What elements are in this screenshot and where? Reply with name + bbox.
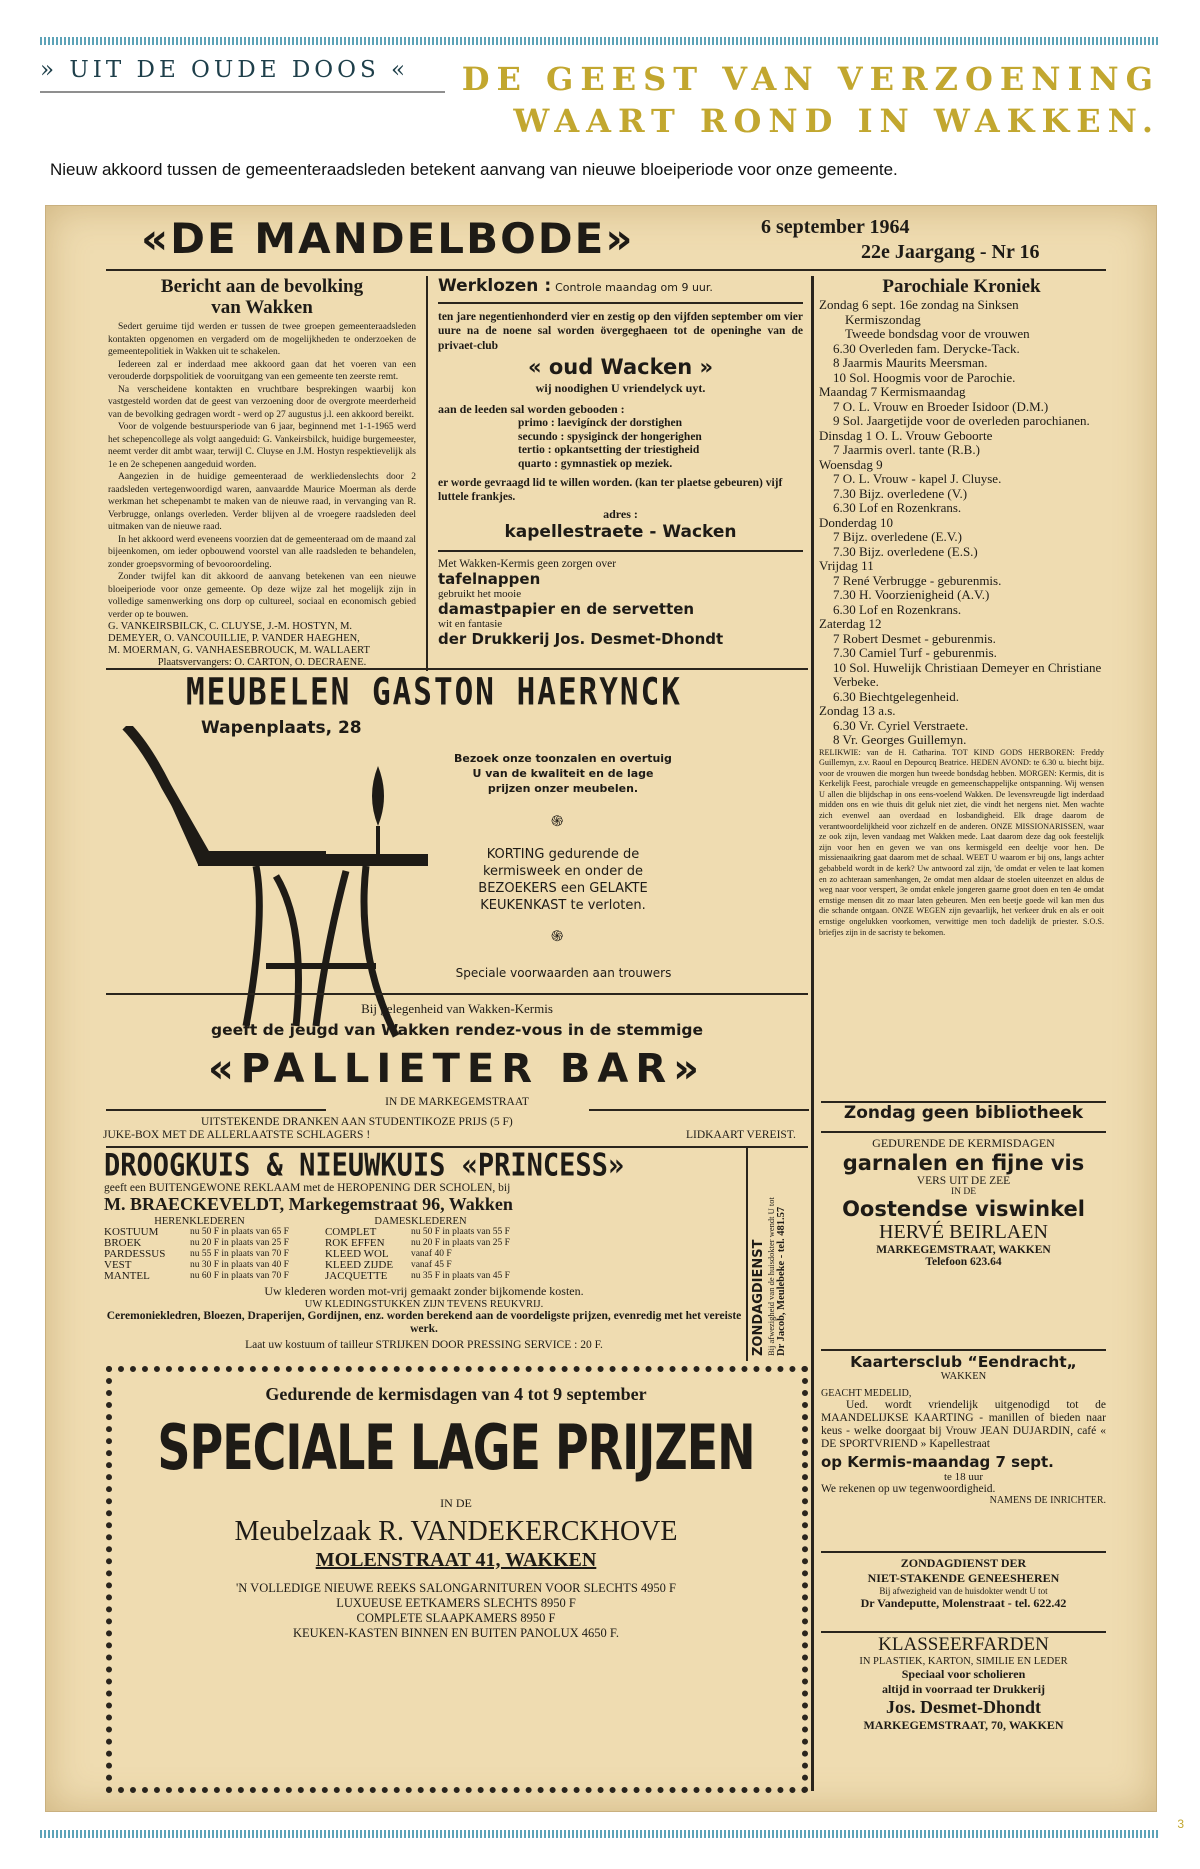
kermis-ad-line: wit en fantasie [438,618,503,630]
kroniek-line: Donderdag 10 [819,514,894,530]
offer-item: secundo : spysiginck der hongerighen [518,430,702,443]
klasseerfarden-ad [821,1634,1106,1733]
kroniek-line: Zondag 6 sept. 16e zondag na Sinksen [819,297,1019,312]
offer-item: quarto : gymnastiek op meziek. [518,457,673,470]
newspaper-scan [45,205,1157,1812]
right-column-rule [821,1131,1106,1133]
issue-date: 6 september 1964 [761,216,910,238]
vandekerckhove-headline: SPECIALE LAGE PRIJZEN [157,1411,755,1484]
bericht-title-line-2: van Wakken [211,297,313,318]
werklozen-invite: wij noodighen U vriendelyck uyt. [535,381,706,395]
men-prices-table [104,1227,295,1282]
kroniek-line: 7 Robert Desmet - geburenmis. [833,630,996,646]
bericht-paragraph: Voor de volgende bestuursperiode van 6 jaar, beginnend met 1-1-1965 werd het schepencollege als volgt aangeduid: G. Vankeirsbilck, huidige burgemeester, neemt verder dit ambt waar, terwijl C. Cluyse en J.M. Hostyn respektievelijk als 1e en 2e schepenen aangeduid worden. [108,422,416,470]
werklozen-title: Werklozen : [438,276,552,296]
zondagdienst-vertical [751,1146,807,1356]
kermis-ad-line: tafelnappen [438,570,541,588]
women-clothes-header: DAMESKLEDEREN [374,1216,467,1227]
bibliotheek-notice: Zondag geen bibliotheek [843,1103,1084,1123]
pallieter-membership: LIDKAART VEREIST. [686,1129,796,1141]
haerynck-address: Wapenplaats, 28 [201,718,362,738]
right-column-rule [821,1551,1106,1553]
kroniek-line: 6.30 Biechtgelegenheid. [833,688,959,704]
kroniek-line: 6.30 Lof en Rozenkrans. [833,601,962,617]
werklozen-intro: ten jare negentienhonderd vier en zestig op den vijfden september om vier uure na de noene sal worden övergeghaeen tot de openinghe van de privaet-club [438,310,803,352]
pallieter-drinks: UITSTEKENDE DRANKEN AAN STUDENTIKOZE PRIJS (5 F) [201,1116,513,1128]
vandekerckhove-name: Meubelzaak R. VANDEKERCKHOVE [234,1516,678,1547]
kaartersclub-title: Kaartersclub “Eendracht„ [850,1353,1077,1371]
kroniek-line: 7 O. L. Vrouw - kapel J. Cluyse. [833,471,1002,486]
klasseerfarden-line: altijd in voorraad ter Drukkerij [881,1682,1046,1696]
offer-item: primo : laevigínck der dorstighen [518,417,682,429]
kaartersclub-line-5: We rekenen op uw tegenwoordigheid. [821,1483,996,1495]
address-label: adres : [603,507,638,521]
club-name: « oud Wacken » [527,355,714,379]
vis-line: MARKEGEMSTRAAT, WAKKEN [876,1244,1051,1256]
decorative-ornament: ֍ [551,814,564,830]
kroniek-line: 7 Bijz. overledene (E.V.) [833,529,962,544]
princess-offer: geeft een BUITENGEWONE REKLAAM met de HEROPENING DER SCHOLEN, bij [104,1182,511,1194]
garment-price: nu 50 F in plaats van 65 F [190,1227,289,1237]
masthead: «DE MANDELBODE» [141,214,635,263]
kroniek-line: 7.30 Bijz. overledene (E.S.) [833,543,978,559]
klasseerfarden-line: IN PLASTIEK, KARTON, SIMILIE EN LEDER [859,1656,1068,1667]
price-row [104,1249,295,1260]
garment-price: nu 50 F in plaats van 55 F [410,1227,510,1237]
article-headline [462,58,1160,142]
headline-line-1: DE GEEST VAN VERZOENING [461,60,1160,98]
princess-note-3: Ceremoniekledren, Bloezen, Draperijen, Gordijnen, enz. worden berekend aan de voordeligste prijzen, evenredig met het vereiste werk. [106,1310,742,1335]
kroniek-line: 8 Vr. Georges Guillemyn. [833,732,967,747]
garment-name: KOSTUUM [104,1226,159,1238]
headline-line-2: WAART ROND IN WAKKEN. [513,102,1160,140]
vis-line: Oostendse viswinkel [842,1197,1085,1221]
vis-line: VERS UIT DE ZEE [916,1175,1011,1187]
article-subtitle: Nieuw akkoord tussen de gemeenteraadsleden betekent aanvang van nieuwe bloeiperiode voor onze gemeente. [50,160,898,179]
kaartersclub-ad [821,1353,1106,1506]
men-clothes-header: HERENKLEDEREN [154,1216,245,1227]
kroniek-line: 7.30 H. Voorzienigheid (A.V.) [833,587,990,602]
haerynck-text-3: Speciale voorwaarden aan trouwers [455,966,672,980]
pallieter-line-1: Bij gelegenheid van Wakken-Kermis [361,1001,553,1016]
kroniek-line: 7.30 Bijz. overledene (V.) [833,485,968,501]
right-column-rule [821,1631,1106,1633]
chair-seat [198,854,428,866]
garment-price: nu 60 F in plaats van 70 F [190,1271,289,1281]
vis-line: HERVÉ BEIRLAEN [879,1221,1048,1243]
kroniek-line: 7 Jaarmis overl. tante (R.B.) [833,442,980,457]
werklozen-offer-intro: aan de leeden sal worden gebooden : [438,402,625,416]
werklozen-bottom-rule [438,550,803,552]
women-prices-table [325,1227,516,1282]
werklozen-closing: er worde gevraagd lid te willen worden. (kan ter plaetse gebeuren) vijf luttele frankjes. [438,477,783,503]
klasseerfarden-line: Jos. Desmet-Dhondt [886,1697,1041,1717]
werklozen-note: Controle maandag om 9 uur. [555,281,713,294]
princess-address: M. BRAECKEVELDT, Markegemstraat 96, Wakken [104,1194,513,1214]
decorative-ornament: ֍ [551,929,564,945]
bericht-article [108,276,416,669]
garment-price: vanaf 45 F [410,1260,452,1270]
vandekerckhove-address: MOLENSTRAAT 41, WAKKEN [315,1549,597,1571]
chair-back-brace [166,786,201,864]
princess-title: DROOGKUIS & NIEUWKUIS «PRINCESS» [104,1148,625,1184]
kaartersclub-line-4: te 18 uur [943,1471,984,1483]
bericht-paragraph: Zonder twijfel kan dit akkoord de aanvang betekenen van een nieuwe bloeiperiode voor onze gemeente. Op deze wijze zal het mogelijk zijn in volledige samenwerking ons dorp op cultureel, sociaal en economisch gebied verder op te bouwen. [108,572,416,620]
princess-note-4: Laat uw kostuum of tailleur STRIJKEN DOOR PRESSING SERVICE : 20 F. [245,1339,603,1351]
werklozen-rule [438,302,803,304]
kroniek-line: 6.30 Lof en Rozenkrans. [833,500,962,515]
substitutes-line: Plaatsvervangers: O. CARTON, O. DECRAENE. [157,657,367,668]
werklozen-offers [438,417,803,471]
kroniek-line: Zaterdag 12 [819,616,882,631]
kermis-ad-line: Met Wakken-Kermis geen zorgen over [438,558,617,570]
vis-line: garnalen en fijne vis [842,1151,1085,1175]
pallieter-jukebox: JUKE-BOX MET DE ALLERLAATSTE SCHLAGERS ! [103,1129,371,1141]
kroniek-line: 7 René Verbrugge - geburenmis. [833,572,1002,588]
signature-line: DEMEYER, O. VANCOUILLIE, P. VANDER HAEGHEN, [108,633,360,644]
column-divider-1 [426,276,428,671]
bericht-paragraph: Na verscheidene kontakten en vruchtbare besprekingen waarbij kon vastgesteld worden dat de geest van verzoening door de overgrote meerderheid van de bevolking gedragen wordt - werd op 27 augustus j.l. een akkoord bereikt. [108,384,416,420]
kroniek-line: Zondag 13 a.s. [819,703,896,718]
vis-line: Telefoon 623.64 [925,1256,1002,1268]
garment-name: VEST [104,1259,132,1271]
kroniek-line: 6.30 Overleden fam. Derycke-Tack. [833,340,1020,356]
garment-price: nu 20 F in plaats van 25 F [190,1238,289,1248]
kroniek-line: Dinsdag 1 O. L. Vrouw Geboorte [819,427,993,443]
garment-name: ROK EFFEN [324,1237,385,1249]
kroniek-line: 7 O. L. Vrouw en Broeder Isidoor (D.M.) [833,398,1049,414]
pallieter-name: «PALLIETER BAR» [207,1046,707,1092]
zondagdienst-line: ZONDAGDIENST DER [900,1556,1027,1570]
kroniek-line: 7.30 Camiel Turf - geburenmis. [833,645,997,660]
garment-name: COMPLET [324,1226,377,1238]
garment-name: JACQUETTE [324,1270,388,1282]
garment-price: vanaf 40 F [410,1249,452,1259]
signature-line: G. VANKEIRSBILCK, C. CLUYSE, J.-M. HOSTYN, M. [108,621,353,632]
vandekerckhove-in-de: IN DE [440,1496,472,1510]
offer-item: tertio : opkantsetting der triestigheid [518,444,700,456]
bericht-paragraph: Iedereen zal er inderdaad mee akkoord gaan dat het voeren van een verouderde dorpspolitiek de vooruitgang van een gemeente ten zeerste remt. [108,359,416,382]
garment-name: MANTEL [104,1270,150,1282]
bericht-title-line-1: Bericht aan de bevolking [160,276,364,297]
haerynck-title: MEUBELEN GASTON HAERYNCK [186,671,682,715]
kaartersclub-line-1: GEACHT MEDELID, [821,1388,912,1399]
kroniek-line: Woensdag 9 [819,456,883,472]
pallieter-street: IN DE MARKEGEMSTRAAT [385,1096,529,1108]
kroniek-line: Tweede bondsdag voor de vrouwen [845,326,1030,341]
street-rule-left [106,1109,326,1111]
kermis-ad-line: der Drukkerij Jos. Desmet-Dhondt [438,630,724,648]
garment-price: nu 30 F in plaats van 40 F [190,1260,289,1270]
vis-line: IN DE [950,1187,977,1197]
zondagdienst-vertical-line-1: Bij afwezigheid van de huisdokter wendt U tot [766,1197,776,1356]
werklozen-article [438,276,803,648]
kermis-ad-line: damastpapier en de servetten [438,600,695,618]
zondagdienst-ad [821,1556,1106,1611]
vertical-divider-zondagdienst [746,1146,748,1361]
viswinkel-ad [821,1136,1106,1268]
kroniek-line: 10 Sol. Huwelijk Christiaan Demeyer en Christiane Verbeke. [833,659,1102,689]
street-rule-right [589,1109,809,1111]
kroniek-line: 8 Jaarmis Maurits Meersman. [833,355,988,370]
garment-price: nu 20 F in plaats van 25 F [410,1238,510,1248]
vandekerckhove-line-1: Gedurende de kermisdagen van 4 tot 9 september [265,1384,647,1404]
page-number: 3 [1177,1817,1184,1831]
princess-note-1: Uw klederen worden mot-vrij gemaakt zonder bijkomende kosten. [264,1284,584,1298]
section-rule [106,668,808,670]
kroniek-title: Parochiale Kroniek [882,276,1041,297]
haerynck-text-1: Bezoek onze toonzalen en overtuig U van de kwaliteit en de lage prijzen onzer meubelen. [454,752,672,795]
pallieter-line-2: geeft de jeugd van Wakken rendez-vous in de stemmige [210,1021,704,1039]
kroniek-notes: RELIKWIE: van de H. Catharina. TOT KIND GODS HERBOREN: Freddy Guillemyn, z.v. Raoul en Depourcq Beatrice. HEDEN AVOND: te 6.30 u. biecht bijz. voor de vrouwen die morgen hun tweede bondsdag hebben. MORGEN: Kermis, dit is Kerkelijk Feest, parochiale vreugde en gemeenschappelijke ontspanning. Wij wensen U allen die blijdschap in ons eens-voelend Wakken. De levensvreugde ligt inderdaad midden ons en wie thuis dit geluk niet ziet, die vindt het nergens niet. Men wachte zich evenwel aan overdaad en losbandigheid. Elk drage daarom de verantwoordelijkheid voor zichzelf en de anderen. ONZE MISSIONARISSEN, waar ze ook zijn, leven vandaag met Wakken mede. Laat daarom deze dag ook feestelijk zijn voor hen en geven we van ons kermisgeld een deeltje voor hen. De missienaaikring gaat daarom met de schaal. WEET U waarom er bij ons, langs achter gebabbeld wordt in de kerk? Uw antwoord zal zijn, 'de omdat er velen te laat komen en zo achteraan samenhangen, 2e omdat men aldaar de stoelen uiteenzet en aldus de weg naar voor verspert, 3e omdat enkele jongeren gaarne groot doen en ten 4e omdat ernstige mensen dit zo maar laten gebeuren. Men een beetje goede wil kan men dus die schande ontgaan. ONZE WEGEN zijn gevaarlijk, het verkeer druk en als er ooit ernstige ongelukken voorkomen, verwittige men toch dadelijk de priester. S.O.S. briefjes zijn in de sacristy te bekomen. [819,747,1104,937]
garment-name: KLEED WOL [324,1248,389,1260]
kroniek-schedule [819,298,1104,748]
klasseerfarden-title: KLASSEERFARDEN [878,1634,1049,1655]
right-column-rule [821,1349,1106,1351]
zondagdienst-vertical-title: ZONDAGDIENST [751,1239,766,1356]
bottom-decorative-rule [40,1830,1160,1838]
klasseerfarden-line: Speciaal voor scholieren [901,1667,1026,1681]
signature-line: M. MOERMAN, G. VANHAESEBROUCK, M. WALLAERT [108,645,370,656]
kroniek-line: 6.30 Vr. Cyriel Verstraete. [833,717,969,733]
chair-backrest [126,726,326,856]
masthead-rule [106,269,1106,271]
lamp-shape [372,766,384,854]
vandekerckhove-items [116,1581,796,1641]
price-item: KEUKEN-KASTEN BINNEN EN BUITEN PANOLUX 4650 F. [293,1626,619,1640]
column-divider-2 [811,276,814,1791]
kroniek-line: 10 Sol. Hoogmis voor de Parochie. [833,369,1016,385]
kaartersclub-line-6: NAMENS DE INRICHTER. [989,1495,1106,1506]
section-rule [106,993,808,995]
haerynck-text-2: KORTING gedurende de kermisweek en onder de BEZOEKERS een GELAKTE KEUKENKAST te verloten. [478,847,648,913]
bericht-paragraph: Aangezien in de huidige gemeenteraad de werkliedenslechts door 2 raadsleden vertegenwoordigd waren, aanvaardde Maurice Moerman als derde werkman het schepenambt te maken van de nieuwe raad, in vervanging van R. Verbrugge, onlangs overleden. Verder blijven al de vroegere raadsleden deel uitmaken van de nieuwe raad. [108,472,416,532]
zondagdienst-line: Dr Vandeputte, Molenstraat - tel. 622.42 [860,1596,1067,1610]
zondagdienst-vertical-line-2: Dr Jacob, Meulebeke - tel. 481.57 [776,1206,787,1356]
top-decorative-rule [40,37,1160,45]
price-item: COMPLETE SLAAPKAMERS 8950 F [356,1611,556,1625]
section-label: » UIT DE OUDE DOOS « [40,57,445,93]
bericht-paragraph: Sedert geruime tijd werden er tussen de twee groepen gemeenteraadsleden kontakten opgenomen en vergaderd om de mogelijkheden te onderzoeken de gemeentepolitiek in Wakken uit te schakelen. [108,322,416,357]
garment-name: PARDESSUS [104,1248,166,1260]
kroniek-line: 9 Sol. Jaargetijde voor de overleden parochianen. [833,413,1090,428]
kaartersclub-line-2: Ued. wordt vriendelijk uitgenodigd tot de MAANDELIJKSE KAARTING - manillen of bieden naar keus - welke doorgaat bij Vrouw JEAN DUJARDIN, café « DE SPORTVRIEND » Kapellestraat [821,1399,1106,1450]
kroniek-line: Maandag 7 Kermismaandag [819,384,966,399]
price-item: LUXUEUSE EETKAMERS SLECHTS 8950 F [336,1596,576,1610]
kroniek-line: Kermiszondag [845,311,921,327]
garment-price: nu 55 F in plaats van 70 F [190,1249,289,1259]
princess-ad [104,1148,744,1351]
kermis-ad-line: gebruikt het mooie [438,588,522,600]
parochiale-kroniek [819,276,1104,938]
zondagdienst-line: Bij afwezigheid van de huisdokter wendt U tot [879,1586,1048,1596]
vis-line: GEDURENDE DE KERMISDAGEN [872,1136,1055,1150]
price-row [325,1271,516,1282]
klasseerfarden-line: MARKEGEMSTRAAT, 70, WAKKEN [863,1718,1064,1732]
club-address: kapellestraete - Wacken [504,522,737,542]
issue-number: 22e Jaargang - Nr 16 [861,241,1040,263]
zondagdienst-line: NIET-STAKENDE GENEESHEREN [867,1571,1060,1585]
bericht-signatures [108,621,416,669]
price-row [104,1271,295,1282]
kroniek-line: Vrijdag 11 [819,558,874,573]
garment-name: BROEK [104,1237,142,1249]
bericht-paragraph: In het akkoord werd eveneens voorzien dat de gemeenteraad om de maand zal bijeenkomen, om ieder opbouwend voorstel van alle raadsleden te behandelen, zonder groepsvorming of bevooroordeling. [108,534,416,570]
price-item: 'N VOLLEDIGE NIEUWE REEKS SALONGARNITUREN VOOR SLECHTS 4950 F [236,1581,676,1595]
kaartersclub-subtitle: WAKKEN [940,1371,987,1382]
garment-price: nu 35 F in plaats van 45 F [410,1271,510,1281]
kaartersclub-line-3: op Kermis-maandag 7 sept. [821,1453,1054,1471]
princess-note-2: UW KLEDINGSTUKKEN ZIJN TEVENS REUKVRIJ. [304,1299,544,1310]
garment-name: KLEED ZIJDE [324,1259,394,1271]
